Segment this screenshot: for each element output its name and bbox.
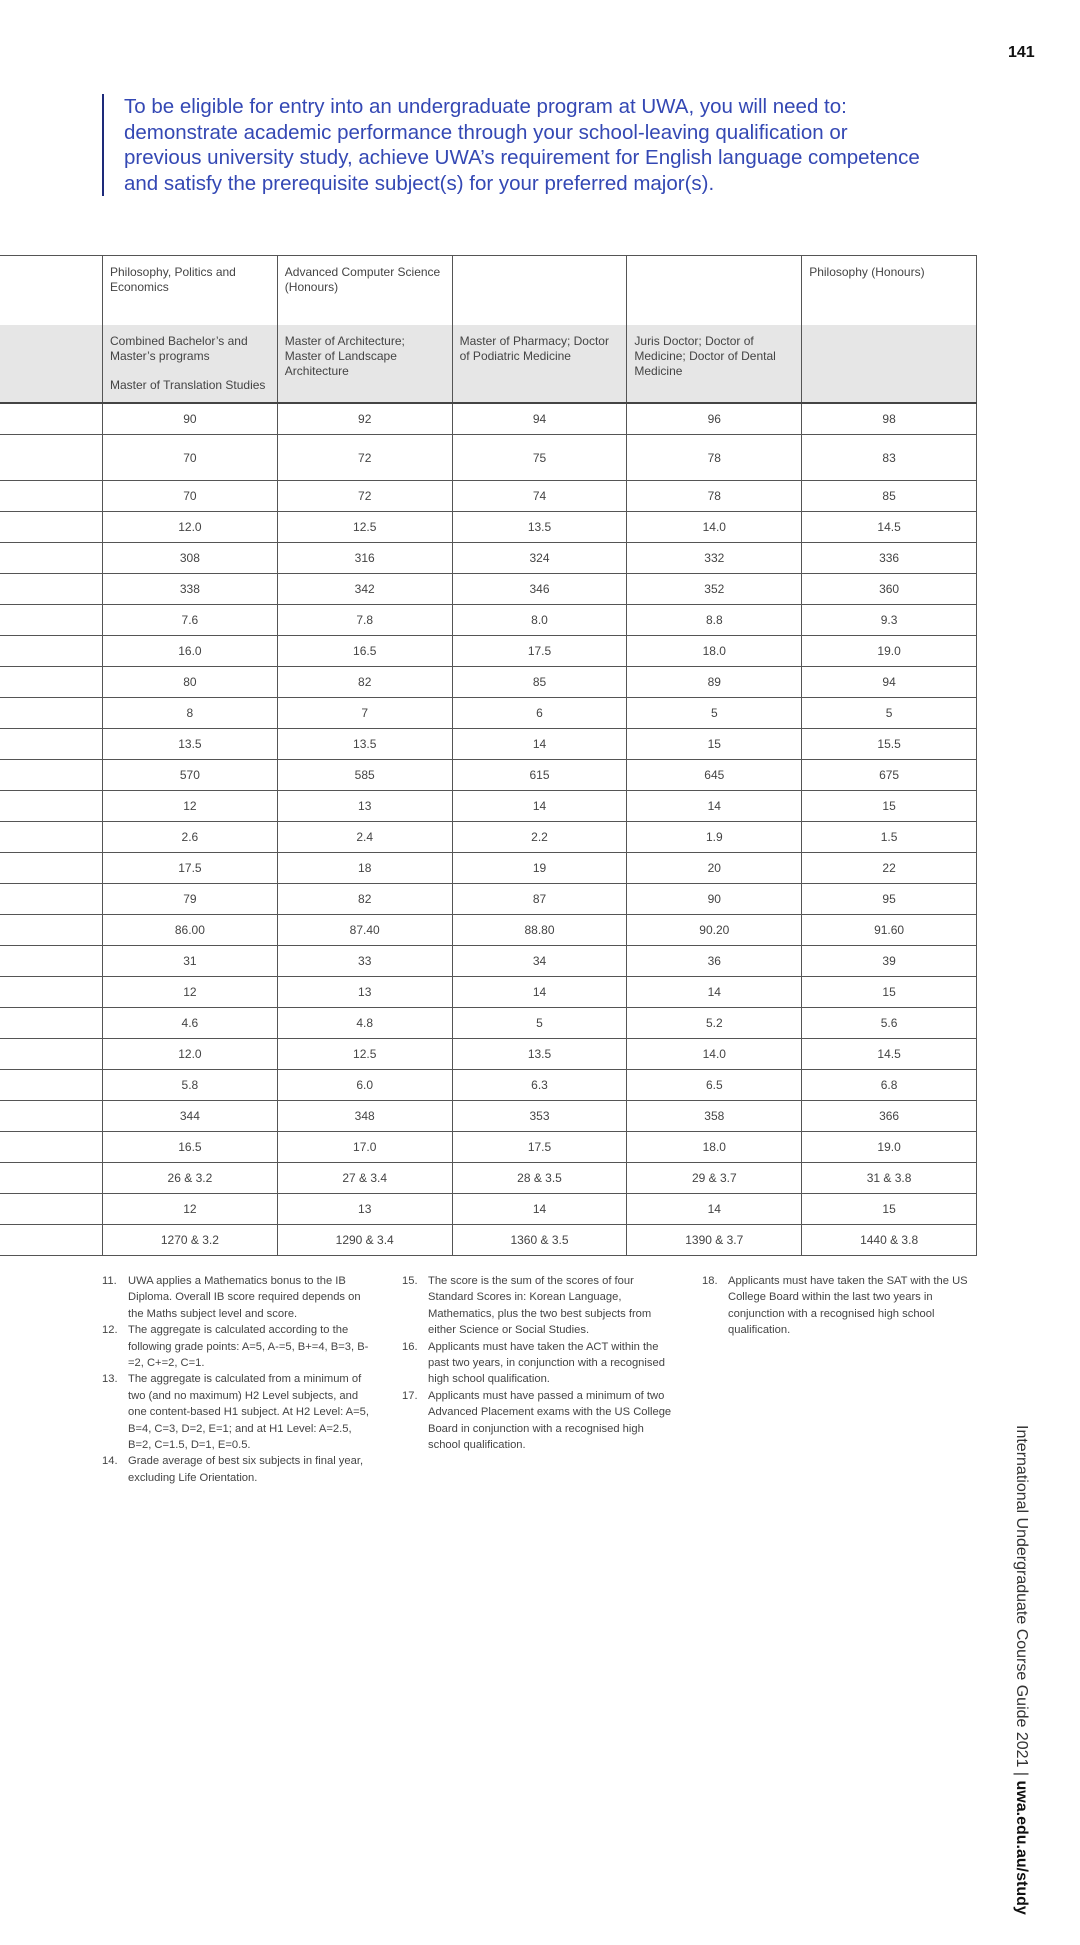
row-label-cell [0, 1163, 103, 1194]
footnote [102, 1371, 372, 1453]
table-cell: 17.0 [277, 1132, 452, 1163]
table-cell: 87 [452, 884, 627, 915]
intro-text [102, 94, 1004, 196]
table-cell: 72 [277, 481, 452, 512]
row-label-cell [0, 256, 103, 326]
footnote-text: UWA applies a Mathematics bonus to the IB Diploma. Overall IB score required depends on the Maths subject level and score. [128, 1275, 361, 1320]
row-label-cell [0, 1194, 103, 1225]
table-row [0, 667, 977, 698]
table-cell: 12.5 [277, 512, 452, 543]
header-cell: Philosophy (Honours) [802, 256, 977, 326]
footnote-number: 18. [702, 1275, 718, 1287]
footnote-number: 11. [102, 1275, 117, 1287]
table-cell: 346 [452, 574, 627, 605]
table-cell: 14 [627, 1194, 802, 1225]
row-label-cell [0, 853, 103, 884]
table-cell: 82 [277, 884, 452, 915]
row-label-cell [0, 403, 103, 435]
table-cell: 14.5 [802, 1039, 977, 1070]
table-cell: 89 [627, 667, 802, 698]
row-label-cell [0, 698, 103, 729]
table-cell: 18.0 [627, 1132, 802, 1163]
table-cell: 39 [802, 946, 977, 977]
table-cell: 12.5 [277, 1039, 452, 1070]
table-cell: 570 [103, 760, 278, 791]
row-label-cell [0, 1008, 103, 1039]
table-row [0, 791, 977, 822]
table-cell: 79 [103, 884, 278, 915]
row-label-cell [0, 884, 103, 915]
table-row [0, 1194, 977, 1225]
footnote [402, 1339, 672, 1388]
table-cell: 28 & 3.5 [452, 1163, 627, 1194]
table-cell: 26 & 3.2 [103, 1163, 278, 1194]
table-cell: 5.6 [802, 1008, 977, 1039]
header-row-programs [0, 325, 977, 403]
table-cell: 358 [627, 1101, 802, 1132]
table-cell: 13.5 [452, 512, 627, 543]
table-cell: 96 [627, 403, 802, 435]
table-row [0, 435, 977, 481]
header-cell [627, 256, 802, 326]
table-cell: 13 [277, 791, 452, 822]
row-label-cell [0, 605, 103, 636]
table-cell: 308 [103, 543, 278, 574]
table-cell: 1440 & 3.8 [802, 1225, 977, 1256]
table-cell: 98 [802, 403, 977, 435]
table-cell: 72 [277, 435, 452, 481]
table-row [0, 729, 977, 760]
table-cell: 14 [627, 791, 802, 822]
table-cell: 19.0 [802, 1132, 977, 1163]
table-cell: 78 [627, 481, 802, 512]
table-cell: 85 [802, 481, 977, 512]
table-cell: 15 [802, 977, 977, 1008]
table-cell: 13.5 [452, 1039, 627, 1070]
table-row [0, 636, 977, 667]
requirements-table-wrapper [0, 255, 977, 1256]
table-cell: 12.0 [103, 512, 278, 543]
table-row [0, 605, 977, 636]
table-cell: 5 [452, 1008, 627, 1039]
table-cell: 7 [277, 698, 452, 729]
page-number: 141 [1008, 44, 1035, 61]
table-cell: 31 [103, 946, 278, 977]
table-row [0, 760, 977, 791]
table-cell: 95 [802, 884, 977, 915]
table-cell: 1390 & 3.7 [627, 1225, 802, 1256]
table-cell: 12.0 [103, 1039, 278, 1070]
table-cell: 366 [802, 1101, 977, 1132]
table-row [0, 1039, 977, 1070]
table-row [0, 1008, 977, 1039]
table-cell: 14.0 [627, 512, 802, 543]
table-cell: 17.5 [452, 636, 627, 667]
table-cell: 70 [103, 481, 278, 512]
table-cell: 16.5 [103, 1132, 278, 1163]
table-row [0, 884, 977, 915]
table-cell: 14 [627, 977, 802, 1008]
table-cell: 12 [103, 1194, 278, 1225]
footnote-column [402, 1273, 672, 1453]
header-cell: Juris Doctor; Doctor of Medicine; Doctor of Dental Medicine [627, 325, 802, 403]
table-cell: 86.00 [103, 915, 278, 946]
row-label-cell [0, 574, 103, 605]
table-row [0, 574, 977, 605]
footnote-text: Applicants must have taken the ACT within the past two years, in conjunction with a recognised high school qualification. [428, 1340, 665, 1386]
row-label-cell [0, 325, 103, 403]
table-cell: 36 [627, 946, 802, 977]
table-cell: 8.0 [452, 605, 627, 636]
row-label-cell [0, 512, 103, 543]
table-cell: 13 [277, 977, 452, 1008]
table-cell: 78 [627, 435, 802, 481]
table-cell: 342 [277, 574, 452, 605]
footnote-text: Applicants must have taken the SAT with the US College Board within the last two years in conjunction with a recognised high school qualification. [728, 1275, 968, 1337]
table-cell: 74 [452, 481, 627, 512]
intro-line: To be eligible for entry into an undergraduate program at UWA, you will need to: [124, 95, 847, 118]
footnote [102, 1322, 372, 1371]
table-cell: 2.2 [452, 822, 627, 853]
table-cell: 14.5 [802, 512, 977, 543]
row-label-cell [0, 1132, 103, 1163]
table-row [0, 543, 977, 574]
table-cell: 2.6 [103, 822, 278, 853]
table-row [0, 481, 977, 512]
side-running-title [1012, 1425, 1030, 1945]
table-cell: 9.3 [802, 605, 977, 636]
table-row [0, 853, 977, 884]
table-cell: 94 [452, 403, 627, 435]
table-cell: 645 [627, 760, 802, 791]
table-cell: 352 [627, 574, 802, 605]
table-cell: 14.0 [627, 1039, 802, 1070]
table-cell: 85 [452, 667, 627, 698]
table-cell: 13 [277, 1194, 452, 1225]
footnote [102, 1453, 372, 1486]
table-cell: 34 [452, 946, 627, 977]
table-cell: 353 [452, 1101, 627, 1132]
table-cell: 94 [802, 667, 977, 698]
table-cell: 4.8 [277, 1008, 452, 1039]
table-cell: 1360 & 3.5 [452, 1225, 627, 1256]
table-cell: 12 [103, 977, 278, 1008]
table-cell: 33 [277, 946, 452, 977]
table-cell: 87.40 [277, 915, 452, 946]
table-cell: 6.0 [277, 1070, 452, 1101]
footnote [402, 1273, 672, 1339]
footnote-column [102, 1273, 372, 1486]
footnote-number: 17. [402, 1389, 418, 1402]
header-cell [103, 325, 278, 403]
table-cell: 18 [277, 853, 452, 884]
table-cell: 90 [627, 884, 802, 915]
table-cell: 1.5 [802, 822, 977, 853]
table-cell: 14 [452, 977, 627, 1008]
table-row [0, 977, 977, 1008]
header-row-courses [0, 256, 977, 326]
table-cell: 15 [802, 1194, 977, 1225]
table-cell: 29 & 3.7 [627, 1163, 802, 1194]
row-label-cell [0, 1070, 103, 1101]
table-cell: 88.80 [452, 915, 627, 946]
intro-line: demonstrate academic performance through your school-leaving qualification or [124, 120, 848, 144]
footnote-text: Grade average of best six subjects in final year, excluding Life Orientation. [128, 1455, 364, 1484]
table-cell: 6 [452, 698, 627, 729]
header-cell [452, 256, 627, 326]
table-cell: 5 [627, 698, 802, 729]
guide-title: International Undergraduate Course Guide 2021 [1013, 1425, 1030, 1768]
table-cell: 15 [627, 729, 802, 760]
footnote-text: The score is the sum of the scores of four Standard Scores in: Korean Language, Mathematics, plus the two best subjects from either Science or Social Studies. [428, 1275, 652, 1337]
table-cell: 70 [103, 435, 278, 481]
footnote-column [702, 1273, 972, 1339]
table-cell: 6.5 [627, 1070, 802, 1101]
table-row [0, 403, 977, 435]
row-label-cell [0, 1039, 103, 1070]
table-cell: 7.6 [103, 605, 278, 636]
table-cell: 90 [103, 403, 278, 435]
table-cell: 7.8 [277, 605, 452, 636]
row-label-cell [0, 636, 103, 667]
table-row [0, 915, 977, 946]
table-cell: 27 & 3.4 [277, 1163, 452, 1194]
row-label-cell [0, 760, 103, 791]
table-cell: 90.20 [627, 915, 802, 946]
table-cell: 31 & 3.8 [802, 1163, 977, 1194]
table-cell: 16.0 [103, 636, 278, 667]
table-cell: 75 [452, 435, 627, 481]
header-cell: Philosophy, Politics and Economics [103, 256, 278, 326]
table-cell: 344 [103, 1101, 278, 1132]
table-cell: 13.5 [103, 729, 278, 760]
table-cell: 360 [802, 574, 977, 605]
table-cell: 6.8 [802, 1070, 977, 1101]
header-cell-extra-text: Master of Translation Studies [110, 378, 266, 392]
table-cell: 5.8 [103, 1070, 278, 1101]
footnote [702, 1273, 972, 1339]
table-cell: 1270 & 3.2 [103, 1225, 278, 1256]
row-label-cell [0, 915, 103, 946]
row-label-cell [0, 481, 103, 512]
requirements-table [0, 255, 977, 1256]
table-cell: 324 [452, 543, 627, 574]
row-label-cell [0, 543, 103, 574]
table-cell: 22 [802, 853, 977, 884]
table-cell: 14 [452, 791, 627, 822]
table-cell: 6.3 [452, 1070, 627, 1101]
table-cell: 5.2 [627, 1008, 802, 1039]
row-label-cell [0, 667, 103, 698]
table-row [0, 1070, 977, 1101]
table-row [0, 822, 977, 853]
table-cell: 12 [103, 791, 278, 822]
footnote-number: 15. [402, 1275, 418, 1287]
row-label-cell [0, 729, 103, 760]
footnote-number: 14. [102, 1455, 118, 1468]
intro-line: and satisfy the prerequisite subject(s) for your preferred major(s). [124, 171, 715, 195]
table-cell: 83 [802, 435, 977, 481]
table-cell: 20 [627, 853, 802, 884]
table-row [0, 1163, 977, 1194]
table-cell: 15.5 [802, 729, 977, 760]
table-cell: 4.6 [103, 1008, 278, 1039]
table-cell: 348 [277, 1101, 452, 1132]
header-cell-text: Combined Bachelor’s and Master’s programs [110, 334, 248, 363]
intro-line: previous university study, achieve UWA’s requirement for English language competence [124, 146, 920, 169]
row-label-cell [0, 791, 103, 822]
footnote-number: 16. [402, 1340, 418, 1353]
table-cell: 17.5 [452, 1132, 627, 1163]
table-cell: 16.5 [277, 636, 452, 667]
table-cell: 1290 & 3.4 [277, 1225, 452, 1256]
footnote [402, 1388, 672, 1454]
footnote-number: 13. [102, 1373, 118, 1386]
table-cell: 336 [802, 543, 977, 574]
table-row [0, 1101, 977, 1132]
table-cell: 675 [802, 760, 977, 791]
table-cell: 332 [627, 543, 802, 574]
table-cell: 82 [277, 667, 452, 698]
row-label-cell [0, 822, 103, 853]
table-cell: 15 [802, 791, 977, 822]
row-label-cell [0, 946, 103, 977]
table-cell: 338 [103, 574, 278, 605]
table-cell: 18.0 [627, 636, 802, 667]
table-cell: 91.60 [802, 915, 977, 946]
table-row [0, 1132, 977, 1163]
table-cell: 5 [802, 698, 977, 729]
footnote-number: 12. [102, 1324, 118, 1337]
table-cell: 19 [452, 853, 627, 884]
header-cell: Master of Pharmacy; Doctor of Podiatric Medicine [452, 325, 627, 403]
table-cell: 80 [103, 667, 278, 698]
footnote [102, 1273, 372, 1322]
table-cell: 17.5 [103, 853, 278, 884]
table-cell: 92 [277, 403, 452, 435]
header-cell: Master of Architecture; Master of Landscape Architecture [277, 325, 452, 403]
table-cell: 8.8 [627, 605, 802, 636]
table-cell: 2.4 [277, 822, 452, 853]
site-url-link[interactable]: uwa.edu.au/study [1013, 1780, 1030, 1915]
table-cell: 1.9 [627, 822, 802, 853]
table-row [0, 946, 977, 977]
footnote-text: The aggregate is calculated according to the following grade points: A=5, A-=5, B+=4, B=3, B-=2, C+=2, C=1. [128, 1324, 369, 1370]
row-label-cell [0, 977, 103, 1008]
header-cell [802, 325, 977, 403]
table-cell: 316 [277, 543, 452, 574]
table-cell: 13.5 [277, 729, 452, 760]
table-row [0, 698, 977, 729]
row-label-cell [0, 1101, 103, 1132]
header-cell: Advanced Computer Science (Honours) [277, 256, 452, 326]
table-cell: 615 [452, 760, 627, 791]
separator: | [1013, 1771, 1030, 1777]
table-cell: 14 [452, 1194, 627, 1225]
table-row [0, 1225, 977, 1256]
footnote-text: Applicants must have passed a minimum of two Advanced Placement exams with the US College Board in conjunction with a recognised high school qualification. [428, 1389, 672, 1452]
row-label-cell [0, 435, 103, 481]
table-row [0, 512, 977, 543]
table-cell: 19.0 [802, 636, 977, 667]
table-cell: 8 [103, 698, 278, 729]
footnote-text: The aggregate is calculated from a minimum of two (and no maximum) H2 Level subjects, and one content-based H1 subject. At H2 Level: A=5, B=4, C=3, D=2, E=1; and at H1 Level: A=2.5, B=2, C=1.5, D=1, E=0.5. [128, 1373, 369, 1452]
row-label-cell [0, 1225, 103, 1256]
table-cell: 585 [277, 760, 452, 791]
table-cell: 14 [452, 729, 627, 760]
